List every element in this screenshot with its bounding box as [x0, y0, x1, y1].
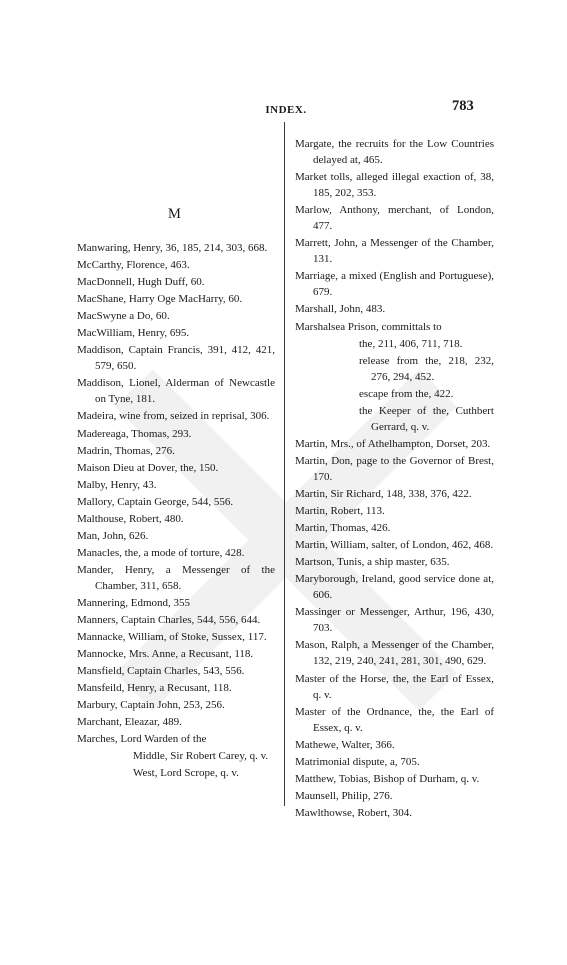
index-entry: MacWilliam, Henry, 695. [77, 327, 190, 340]
index-entry: Mason, Ralph, a Messenger of the Chamber, 132, 219, 240, 241, 281, 301, 490, 629. [295, 639, 494, 668]
index-subentry: escape from the, 422. [359, 387, 454, 400]
index-entry: Marshall, John, 483. [295, 303, 386, 316]
index-entry: Martin, Robert, 113. [295, 505, 385, 518]
index-entry: Malthouse, Robert, 480. [77, 512, 184, 525]
index-column-left [77, 240, 275, 783]
index-entry: Master of the Horse, the, the Earl of Essex, q. v. [295, 672, 494, 701]
index-entry: Mawlthowse, Robert, 304. [295, 806, 413, 819]
index-column-right [295, 136, 494, 822]
index-entry: Maddison, Lionel, Alderman of Newcastle on Tyne, 181. [77, 377, 275, 406]
index-entry: Mallory, Captain George, 544, 556. [77, 495, 234, 508]
index-entry: Martson, Tunis, a ship master, 635. [295, 556, 450, 569]
index-entry: Martin, Mrs., of Athelhampton, Dorset, 203. [295, 437, 491, 450]
index-entry: Marchant, Eleazar, 489. [77, 716, 182, 729]
index-entry: Marbury, Captain John, 253, 256. [77, 699, 225, 712]
index-entry: Matrimonial dispute, a, 705. [295, 755, 420, 768]
index-entry: Massinger or Messenger, Arthur, 196, 430, 703. [295, 606, 494, 635]
index-entry: Marriage, a mixed (English and Portuguese), 679. [295, 270, 494, 299]
index-entry: Manacles, the, a mode of torture, 428. [77, 546, 245, 559]
index-entry: Matthew, Tobias, Bishop of Durham, q. v. [295, 772, 480, 785]
index-entry: Maryborough, Ireland, good service done at, 606. [295, 573, 494, 602]
index-entry: Madeira, wine from, seized in reprisal, 306. [77, 410, 270, 423]
index-entry: Marlow, Anthony, merchant, of London, 477. [295, 204, 494, 233]
index-entry: Man, John, 626. [77, 529, 149, 542]
index-entry: Manwaring, Henry, 36, 185, 214, 303, 668. [77, 242, 268, 254]
index-subentry: the Keeper of the, Cuthbert Gerrard, q. v. [359, 404, 494, 433]
index-subentry: release from the, 218, 232, 276, 294, 452. [359, 354, 494, 383]
left-entry-list [77, 240, 275, 730]
index-entry: Manners, Captain Charles, 544, 556, 644. [77, 614, 261, 627]
index-entry: Madrin, Thomas, 276. [77, 444, 175, 457]
index-entry: Margate, the recruits for the Low Countries delayed at, 465. [295, 138, 494, 167]
index-entry: Maison Dieu at Dover, the, 150. [77, 461, 219, 474]
index-entry: Market tolls, alleged illegal exaction of, 38, 185, 202, 353. [295, 171, 494, 200]
index-entry: Martin, Sir Richard, 148, 338, 376, 422. [295, 487, 472, 500]
index-entry: Mansfield, Captain Charles, 543, 556. [77, 665, 245, 678]
right-entry-list-a [295, 136, 494, 318]
index-entry: Mander, Henry, a Messenger of the Chamber, 311, 658. [77, 563, 275, 592]
column-divider [284, 122, 285, 806]
index-entry: Madereaga, Thomas, 293. [77, 427, 192, 440]
index-entry-marches: Marches, Lord Warden of the [77, 733, 207, 746]
right-entry-list-b [295, 436, 494, 821]
index-entry: Mannering, Edmond, 355 [77, 596, 191, 609]
index-subentry: Middle, Sir Robert Carey, q. v. [133, 750, 269, 763]
index-entry: Mannacke, William, of Stoke, Sussex, 117. [77, 631, 267, 644]
index-entry: McCarthy, Florence, 463. [77, 259, 190, 272]
index-subentry: the, 211, 406, 711, 718. [359, 337, 463, 350]
page-number: 783 [452, 98, 474, 114]
index-entry: Marrett, John, a Messenger of the Chamber, 131. [295, 237, 494, 266]
index-entry: Mathewe, Walter, 366. [295, 738, 395, 751]
index-entry: Master of the Ordnance, the, the Earl of Essex, q. v. [295, 705, 494, 734]
index-entry: Martin, William, salter, of London, 462, 468. [295, 539, 494, 552]
index-entry: MacSwyne a Do, 60. [77, 310, 170, 323]
index-entry-marshalsea: Marshalsea Prison, committals to [295, 320, 442, 333]
running-header: INDEX. [265, 104, 307, 116]
index-entry: Maunsell, Philip, 276. [295, 789, 393, 802]
index-entry: Malby, Henry, 43. [77, 478, 157, 491]
index-entry: Mansfeild, Henry, a Recusant, 118. [77, 682, 232, 695]
index-entry: Mannocke, Mrs. Anne, a Recusant, 118. [77, 648, 254, 661]
index-entry: MacShane, Harry Oge MacHarry, 60. [77, 293, 243, 306]
index-entry: MacDonnell, Hugh Duff, 60. [77, 276, 205, 289]
section-letter: M [168, 206, 181, 222]
index-subentry: West, Lord Scrope, q. v. [133, 767, 239, 780]
index-entry: Maddison, Captain Francis, 391, 412, 421, 579, 650. [77, 344, 275, 373]
index-entry: Martin, Thomas, 426. [295, 522, 391, 535]
index-entry: Martin, Don, page to the Governor of Brest, 170. [295, 454, 494, 483]
